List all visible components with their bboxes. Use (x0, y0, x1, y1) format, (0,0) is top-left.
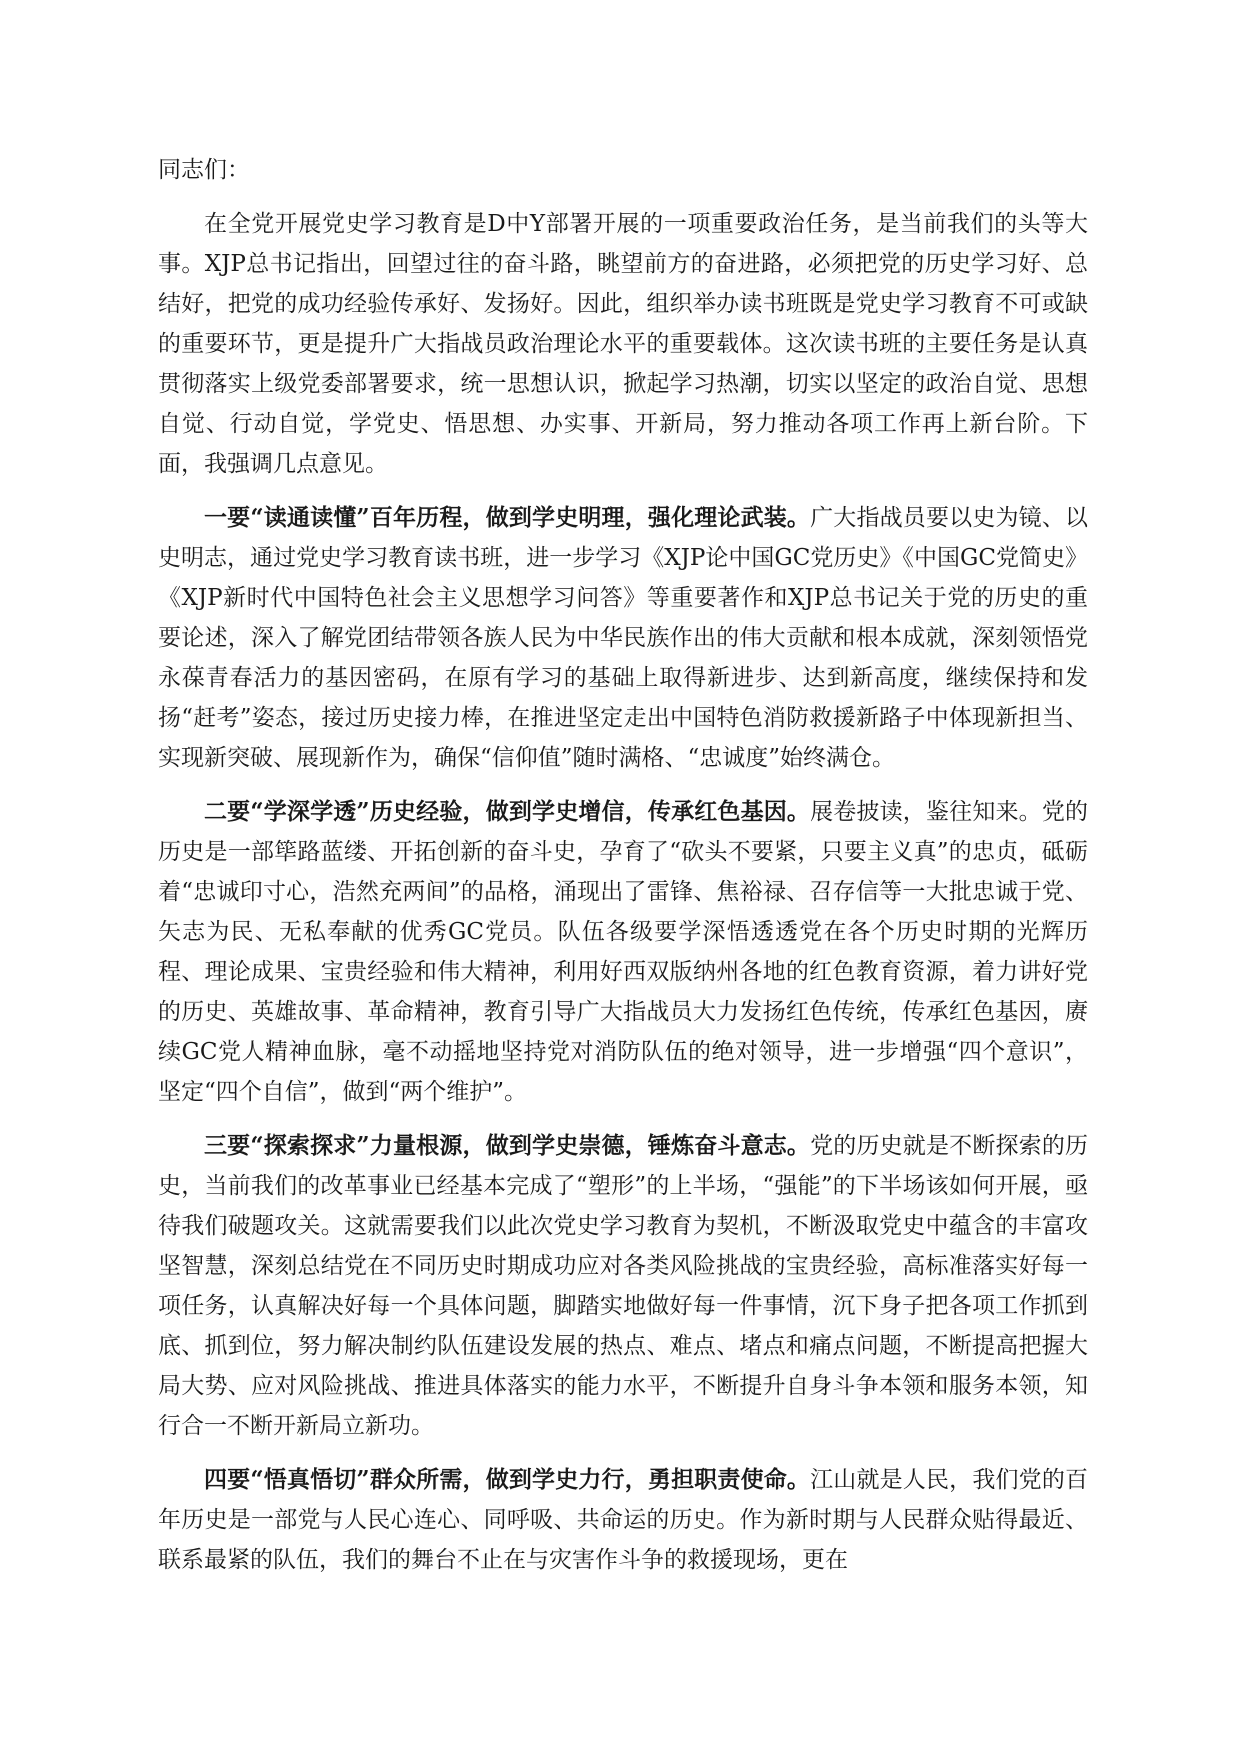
section-heading-2: 二要“学深学透”历史经验，做到学史增信，传承红色基因。 (204, 798, 811, 825)
section-paragraph-2 (158, 792, 1088, 1112)
section-paragraph-3 (158, 1126, 1088, 1446)
section-body-4: 江山就是人民，我们党的百年历史是一部党与人民心连心、同呼吸、共命运的历史。作为新时期与人民群众贴得最近、联系最紧的队伍，我们的舞台不止在与灾害作斗争的救援现场，更在 (158, 1467, 1088, 1573)
document-page (158, 150, 1088, 1594)
section-paragraph-4 (158, 1460, 1088, 1580)
section-heading-1: 一要“读通读懂”百年历程，做到学史明理，强化理论武装。 (204, 504, 811, 531)
intro-paragraph: 在全党开展党史学习教育是D中Y部署开展的一项重要政治任务，是当前我们的头等大事。XJP总书记指出，回望过往的奋斗路，眺望前方的奋进路，必须把党的历史学习好、总结好，把党的成功经验传承好、发扬好。因此，组织举办读书班既是党史学习教育不可或缺的重要环节，更是提升广大指战员政治理论水平的重要载体。这次读书班的主要任务是认真贯彻落实上级党委部署要求，统一思想认识，掀起学习热潮，切实以坚定的政治自觉、思想自觉、行动自觉，学党史、悟思想、办实事、开新局，努力推动各项工作再上新台阶。下面，我强调几点意见。 (158, 211, 1088, 477)
section-body-3: 党的历史就是不断探索的历史，当前我们的改革事业已经基本完成了“塑形”的上半场，“强能”的下半场该如何开展，亟待我们破题攻关。这就需要我们以此次党史学习教育为契机，不断汲取党史中蕴含的丰富攻坚智慧，深刻总结党在不同历史时期成功应对各类风险挑战的宝贵经验，高标准落实好每一项任务，认真解决好每一个具体问题，脚踏实地做好每一件事情，沉下身子把各项工作抓到底、抓到位，努力解决制约队伍建设发展的热点、难点、堵点和痛点问题，不断提高把握大局大势、应对风险挑战、推进具体落实的能力水平，不断提升自身斗争本领和服务本领，知行合一不断开新局立新功。 (158, 1133, 1088, 1439)
section-heading-3: 三要“探索探求”力量根源，做到学史崇德，锤炼奋斗意志。 (204, 1132, 811, 1159)
section-paragraph-1 (158, 498, 1088, 778)
section-heading-4: 四要“悟真悟切”群众所需，做到学史力行，勇担职责使命。 (204, 1466, 811, 1493)
section-body-1: 广大指战员要以史为镜、以史明志，通过党史学习教育读书班，进一步学习《XJP论中国GC党历史》《中国GC党简史》《XJP新时代中国特色社会主义思想学习问答》等重要著作和XJP总书记关于党的历史的重要论述，深入了解党团结带领各族人民为中华民族作出的伟大贡献和根本成就，深刻领悟党永葆青春活力的基因密码，在原有学习的基础上取得新进步、达到新高度，继续保持和发扬“赶考”姿态，接过历史接力棒，在推进坚定走出中国特色消防救援新路子中体现新担当、实现新突破、展现新作为，确保“信仰值”随时满格、“忠诚度”始终满仓。 (158, 505, 1088, 771)
salutation: 同志们： (158, 157, 250, 183)
section-body-2: 展卷披读，鉴往知来。党的历史是一部筚路蓝缕、开拓创新的奋斗史，孕育了“砍头不要紧，只要主义真”的忠贞，砥砺着“忠诚印寸心，浩然充两间”的品格，涌现出了雷锋、焦裕禄、召存信等一大批忠诚于党、矢志为民、无私奉献的优秀GC党员。队伍各级要学深悟透透党在各个历史时期的光辉历程、理论成果、宝贵经验和伟大精神，利用好西双版纳州各地的红色教育资源，着力讲好党的历史、英雄故事、革命精神，教育引导广大指战员大力发扬红色传统，传承红色基因，赓续GC党人精神血脉，毫不动摇地坚持党对消防队伍的绝对领导，进一步增强“四个意识”，坚定“四个自信”，做到“两个维护”。 (158, 799, 1088, 1105)
